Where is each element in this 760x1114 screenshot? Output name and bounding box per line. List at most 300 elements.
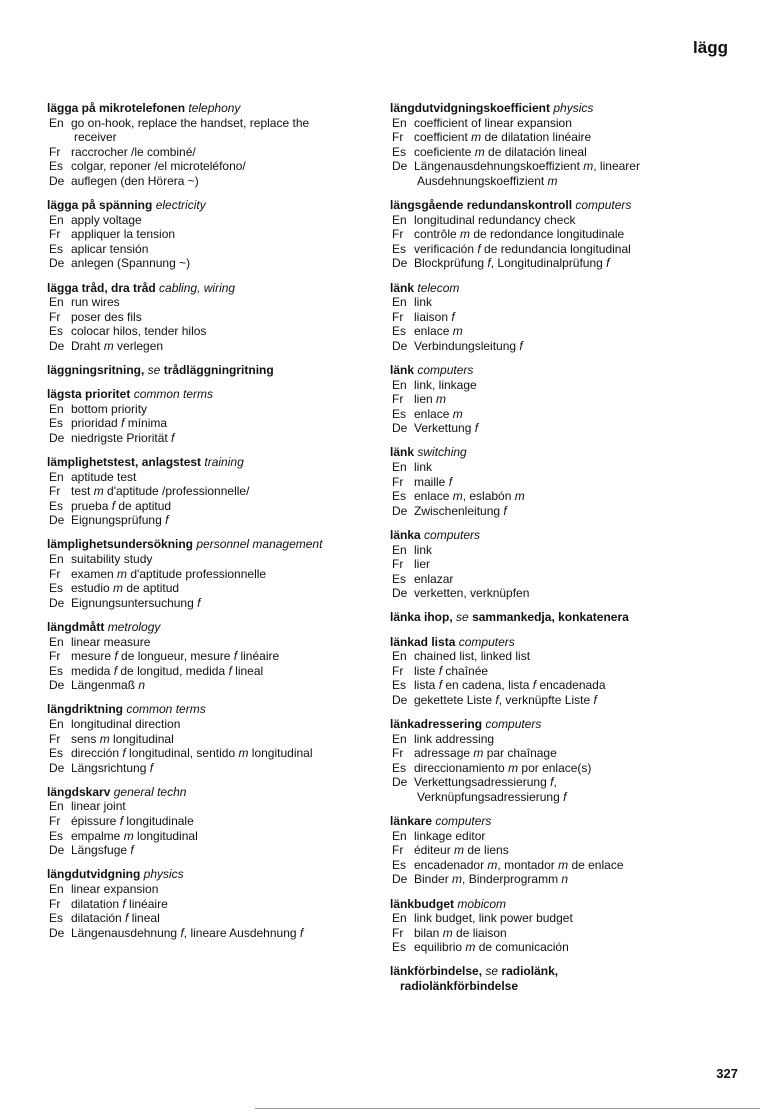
translation-text: Längenausdehnungskoeffizient (414, 159, 584, 174)
translation-text: verificación (414, 241, 478, 256)
subject-domain: computers (435, 814, 492, 829)
translation-text: enlace (414, 406, 453, 421)
headword: länkare (390, 814, 433, 829)
translation-text: Längenmaß (71, 678, 139, 693)
translation-text: Verknüpfungsadressierung (417, 789, 564, 804)
gender-marker: f (550, 775, 554, 790)
language-code: Fr (392, 746, 404, 761)
translation-line (390, 911, 730, 926)
language-code: En (392, 460, 407, 475)
translation-line (47, 581, 369, 596)
translation-line (47, 926, 369, 941)
translation-line (390, 421, 730, 436)
translation-text: Längsfuge (71, 843, 131, 858)
headword: lägga tråd, dra tråd (47, 280, 156, 295)
dictionary-entry (390, 363, 730, 436)
dictionary-entry (47, 363, 369, 378)
translation-text: de aptitud (115, 498, 172, 513)
headword: lämplighetstest, anlagstest (47, 454, 202, 469)
translation-line (47, 897, 369, 912)
translation-line (47, 116, 369, 131)
language-code: De (49, 256, 65, 271)
gender-marker: f (149, 760, 154, 775)
subject-domain: switching (417, 445, 467, 460)
language-code: En (392, 731, 407, 746)
translation-text: liste (414, 663, 439, 678)
language-code: Es (49, 498, 64, 513)
translation-text: Eignungsprüfung (71, 513, 166, 528)
entry-headline (390, 101, 730, 116)
translation-line (390, 130, 730, 145)
translation-text: dirección (71, 746, 123, 761)
translation-line (390, 489, 730, 504)
dictionary-entry (390, 814, 730, 887)
gender-marker: f (165, 513, 169, 528)
translation-text: Eignungsuntersuchung (71, 595, 198, 610)
language-code: Fr (392, 663, 404, 678)
translation-line (47, 843, 369, 858)
translation-text: Längsrichtung (71, 760, 150, 775)
language-code: En (392, 377, 407, 392)
entry-headline (390, 964, 730, 979)
gender-marker: f (130, 843, 134, 858)
dictionary-entry (47, 537, 369, 610)
entry-headline (47, 387, 369, 402)
see-reference-marker: se (485, 964, 499, 979)
entry-headline (390, 814, 730, 829)
subject-domain: mobicom (457, 896, 507, 911)
translation-text: linear joint (71, 799, 126, 814)
translation-text: mínima (124, 416, 168, 431)
translation-line (390, 678, 730, 693)
gender-marker: m (93, 484, 104, 499)
translation-line (47, 732, 369, 747)
translation-text: , montador (497, 857, 559, 872)
translation-text: linkage editor (414, 828, 486, 843)
dictionary-entry (390, 717, 730, 805)
translation-line (390, 761, 730, 776)
gender-marker: m (452, 406, 463, 421)
translation-text: éditeur (414, 843, 455, 858)
translation-text: longitudinal (109, 731, 174, 746)
gender-marker: m (547, 173, 558, 188)
language-code: Fr (49, 566, 61, 581)
entry-headline (390, 610, 730, 625)
translation-text: aplicar tensión (71, 241, 149, 256)
language-code: De (392, 775, 408, 790)
translation-line (47, 761, 369, 776)
language-code: En (49, 881, 64, 896)
gender-marker: m (238, 746, 249, 761)
language-code: De (392, 256, 408, 271)
headword: läggningsritning, (47, 363, 145, 377)
translation-text: lineal (231, 663, 264, 678)
dictionary-entry (390, 281, 730, 354)
language-code: Es (49, 581, 64, 596)
language-code: En (392, 911, 407, 926)
translation-line (390, 649, 730, 664)
language-code: Es (392, 324, 407, 339)
language-code: Es (392, 678, 407, 693)
translation-text: test (71, 484, 94, 499)
translation-continuation (390, 790, 730, 805)
translation-line (47, 513, 369, 528)
translation-line (390, 227, 730, 242)
language-code: Es (392, 406, 407, 421)
translation-text: de redondance longitudinale (470, 227, 625, 242)
subject-domain: telecom (417, 280, 460, 295)
entry-headline (390, 717, 730, 732)
translation-text: , (553, 775, 557, 790)
translation-text: appliquer la tension (71, 227, 176, 242)
headword: länkförbindelse, (390, 964, 483, 979)
translation-line (47, 159, 369, 174)
language-code: De (49, 513, 65, 528)
translation-line (47, 470, 369, 485)
translation-text: de dilatación lineal (484, 144, 587, 159)
translation-line (390, 407, 730, 422)
headword: länk (390, 363, 415, 377)
language-code: Fr (49, 484, 61, 499)
entry-headline (47, 702, 369, 717)
translation-text: lista (414, 678, 439, 693)
language-code: En (49, 401, 64, 416)
entry-headline (47, 101, 369, 116)
language-code: En (49, 469, 64, 484)
translation-line (47, 256, 369, 271)
gender-marker: f (606, 256, 610, 271)
gender-marker: f (593, 692, 597, 707)
language-code: En (392, 649, 407, 664)
language-code: Es (49, 911, 64, 926)
bottom-rule (255, 1108, 760, 1109)
translation-line (47, 242, 369, 257)
translation-text: par chaînage (483, 746, 557, 761)
entry-headline (390, 281, 730, 296)
translation-text: enlazar (414, 571, 454, 586)
translation-text: bottom priority (71, 401, 148, 416)
language-code: De (49, 173, 65, 188)
translation-text: de redundancia longitudinal (480, 241, 631, 256)
translation-text: Verkettungsadressierung (414, 775, 551, 790)
gender-marker: m (487, 857, 498, 872)
headword: längdutvidgning (47, 867, 141, 882)
gender-marker: f (121, 416, 125, 431)
translation-text: lien (414, 392, 437, 407)
translation-line (390, 693, 730, 708)
translation-text: apply voltage (71, 212, 142, 227)
language-code: En (392, 828, 407, 843)
translation-line (390, 460, 730, 475)
translation-text: , lineare Ausdehnung (183, 925, 300, 940)
gender-marker: m (442, 925, 453, 940)
headword: länkad lista (390, 634, 456, 649)
language-code: En (392, 115, 407, 130)
translation-text: chained list, linked list (414, 649, 531, 664)
translation-line (47, 664, 369, 679)
gender-marker: m (452, 872, 463, 887)
translation-continuation (390, 174, 730, 189)
headword: längdmått (47, 619, 105, 634)
language-code: Es (49, 416, 64, 431)
translation-text: linear measure (71, 634, 151, 649)
translation-line (390, 829, 730, 844)
dictionary-entry (47, 455, 369, 528)
translation-text: , verknüpfte Liste (498, 692, 594, 707)
language-code: En (49, 716, 64, 731)
translation-text: de liaison (452, 925, 507, 940)
gender-marker: f (503, 503, 507, 518)
translation-text: en cadena, lista (442, 678, 533, 693)
translation-line (390, 858, 730, 873)
language-code: Fr (392, 227, 404, 242)
translation-text: de longitud, medida (117, 663, 229, 678)
translation-text: d'aptitude /professionnelle/ (103, 484, 250, 499)
see-reference-marker: se (147, 363, 161, 377)
language-code: De (49, 338, 65, 353)
translation-line (47, 567, 369, 582)
translation-text: link budget, link power budget (414, 911, 573, 926)
language-code: De (392, 586, 408, 601)
language-code: Es (49, 159, 64, 174)
language-code: Fr (392, 130, 404, 145)
gender-marker: m (99, 731, 110, 746)
translation-text: aptitude test (71, 469, 137, 484)
dictionary-entry (390, 897, 730, 955)
entry-headline (390, 445, 730, 460)
gender-marker: m (558, 857, 569, 872)
entry-headline (390, 897, 730, 912)
gender-marker: n (561, 872, 569, 887)
subject-domain: metrology (107, 619, 161, 634)
translation-text: de comunicación (475, 940, 569, 955)
subject-domain: general techn (113, 784, 187, 799)
translation-line (47, 746, 369, 761)
translation-text: colgar, reponer /el microteléfono/ (71, 159, 246, 174)
page-number: 327 (716, 1066, 738, 1081)
entry-headline (47, 363, 369, 378)
translation-text: raccrocher /le combiné/ (71, 144, 196, 159)
dictionary-entry (47, 785, 369, 858)
translation-line (47, 431, 369, 446)
gender-marker: f (114, 649, 118, 664)
entry-headline (390, 528, 730, 543)
translation-text: coefficient (414, 130, 472, 145)
language-code: De (392, 503, 408, 518)
subject-domain: physics (553, 101, 594, 115)
subject-domain: computers (417, 363, 474, 377)
headword: längdriktning (47, 702, 123, 717)
language-code: Es (392, 144, 407, 159)
language-code: En (49, 115, 64, 130)
translation-continuation (47, 130, 369, 145)
translation-text: linear expansion (71, 881, 159, 896)
language-code: Es (392, 489, 407, 504)
dictionary-entry (47, 281, 369, 354)
gender-marker: f (438, 663, 443, 678)
language-code: De (49, 760, 65, 775)
translation-line (47, 416, 369, 431)
right-column (390, 101, 730, 1003)
translation-text: dilatación (71, 911, 126, 926)
language-code: De (49, 430, 65, 445)
translation-text: gekettete Liste (414, 692, 496, 707)
headword: länk (390, 445, 415, 460)
language-code: Fr (392, 843, 404, 858)
subject-domain: computers (458, 634, 515, 649)
language-code: En (49, 295, 64, 310)
language-code: Fr (49, 896, 61, 911)
gender-marker: m (452, 489, 463, 504)
language-code: De (392, 159, 408, 174)
translation-text: , eslabón (462, 489, 515, 504)
gender-marker: m (460, 227, 471, 242)
translation-text: receiver (74, 130, 117, 145)
language-code: De (392, 338, 408, 353)
entry-headline (390, 363, 730, 378)
translation-text: link addressing (414, 731, 495, 746)
translation-text: go on-hook, replace the handset, replace the (71, 115, 310, 130)
translation-line (47, 829, 369, 844)
gender-marker: f (438, 678, 443, 693)
translation-text: lier (414, 557, 431, 572)
translation-line (47, 882, 369, 897)
dictionary-entry (390, 610, 730, 625)
translation-text: empalme (71, 828, 124, 843)
gender-marker: f (119, 814, 124, 829)
translation-line (47, 145, 369, 160)
gender-marker: f (171, 430, 175, 445)
language-code: De (49, 678, 65, 693)
translation-text: enlace (414, 324, 453, 339)
translation-line (390, 324, 730, 339)
translation-line (47, 911, 369, 926)
translation-line (390, 295, 730, 310)
left-column (47, 101, 369, 950)
gender-marker: m (471, 130, 482, 145)
language-code: Fr (392, 925, 404, 940)
language-code: Fr (49, 144, 61, 159)
translation-text: Binder (414, 872, 453, 887)
translation-text: , Binderprogramm (462, 872, 562, 887)
language-code: Es (392, 571, 407, 586)
language-code: En (392, 542, 407, 557)
translation-line (390, 664, 730, 679)
translation-text: poser des fils (71, 309, 142, 324)
translation-line (390, 940, 730, 955)
gender-marker: m (103, 338, 114, 353)
dictionary-entry (390, 198, 730, 271)
language-code: Es (392, 857, 407, 872)
translation-text: estudio (71, 581, 114, 596)
translation-line (47, 310, 369, 325)
entry-headline (47, 867, 369, 882)
translation-text: Längenausdehnung (71, 925, 181, 940)
subject-domain: electricity (155, 198, 206, 213)
translation-line (390, 339, 730, 354)
translation-line (390, 145, 730, 160)
translation-line (47, 484, 369, 499)
entry-headline (47, 281, 369, 296)
gender-marker: f (122, 746, 126, 761)
language-code: Es (49, 746, 64, 761)
translation-line (390, 310, 730, 325)
translation-text: colocar hilos, tender hilos (71, 324, 207, 339)
translation-line (390, 378, 730, 393)
language-code: Es (392, 760, 407, 775)
subject-domain: cabling, wiring (159, 280, 236, 295)
translation-text: mesure (71, 649, 115, 664)
translation-line (390, 557, 730, 572)
gender-marker: f (495, 692, 499, 707)
language-code: Es (49, 241, 64, 256)
gender-marker: f (180, 925, 184, 940)
language-code: Fr (49, 731, 61, 746)
translation-text: lineal (128, 911, 160, 926)
gender-marker: f (111, 498, 116, 513)
translation-text: Blockprüfung (414, 256, 488, 271)
translation-text: link (414, 460, 433, 475)
running-header: lägg (693, 38, 728, 57)
translation-text: adressage (414, 746, 474, 761)
translation-line (390, 116, 730, 131)
translation-text: longitudinale (123, 814, 194, 829)
language-code: Es (392, 940, 407, 955)
headword: längdskarv (47, 784, 111, 799)
gender-marker: m (436, 392, 447, 407)
translation-text: encadenador (414, 857, 488, 872)
dictionary-entry (47, 198, 369, 271)
subject-domain: computers (424, 527, 481, 542)
gender-marker: f (563, 789, 567, 804)
translation-text: longitudinal, sentido (125, 746, 239, 761)
gender-marker: f (451, 309, 455, 324)
language-code: De (392, 872, 408, 887)
headword: länk (390, 280, 415, 295)
gender-marker: f (477, 241, 481, 256)
translation-line (47, 552, 369, 567)
gender-marker: m (117, 566, 128, 581)
language-code: Es (49, 324, 64, 339)
dictionary-entry (47, 387, 369, 445)
translation-text: prioridad (71, 416, 122, 431)
translation-text: equilibrio (414, 940, 466, 955)
language-code: Fr (392, 557, 404, 572)
language-code: Fr (392, 309, 404, 324)
translation-line (390, 775, 730, 790)
cross-reference-target: radiolänk, (501, 964, 559, 979)
translation-text: chaînée (442, 663, 489, 678)
gender-marker: n (138, 678, 146, 693)
translation-text: verketten, verknüpfen (414, 586, 530, 601)
translation-text: coeficiente (414, 144, 475, 159)
translation-text: coefficient of linear expansion (414, 115, 572, 130)
translation-line (390, 732, 730, 747)
translation-text: medida (71, 663, 114, 678)
translation-text: , Longitudinalprüfung (490, 256, 607, 271)
translation-line (390, 543, 730, 558)
translation-text: longitudinal (248, 746, 313, 761)
translation-text: link (414, 295, 433, 310)
translation-text: enlace (414, 489, 453, 504)
subject-domain: personnel management (196, 537, 323, 552)
gender-marker: m (473, 746, 484, 761)
language-code: De (392, 421, 408, 436)
translation-text: d'aptitude professionnelle (127, 566, 267, 581)
dictionary-entry (390, 101, 730, 189)
subject-domain: computers (575, 198, 632, 213)
entry-headline (47, 537, 369, 552)
